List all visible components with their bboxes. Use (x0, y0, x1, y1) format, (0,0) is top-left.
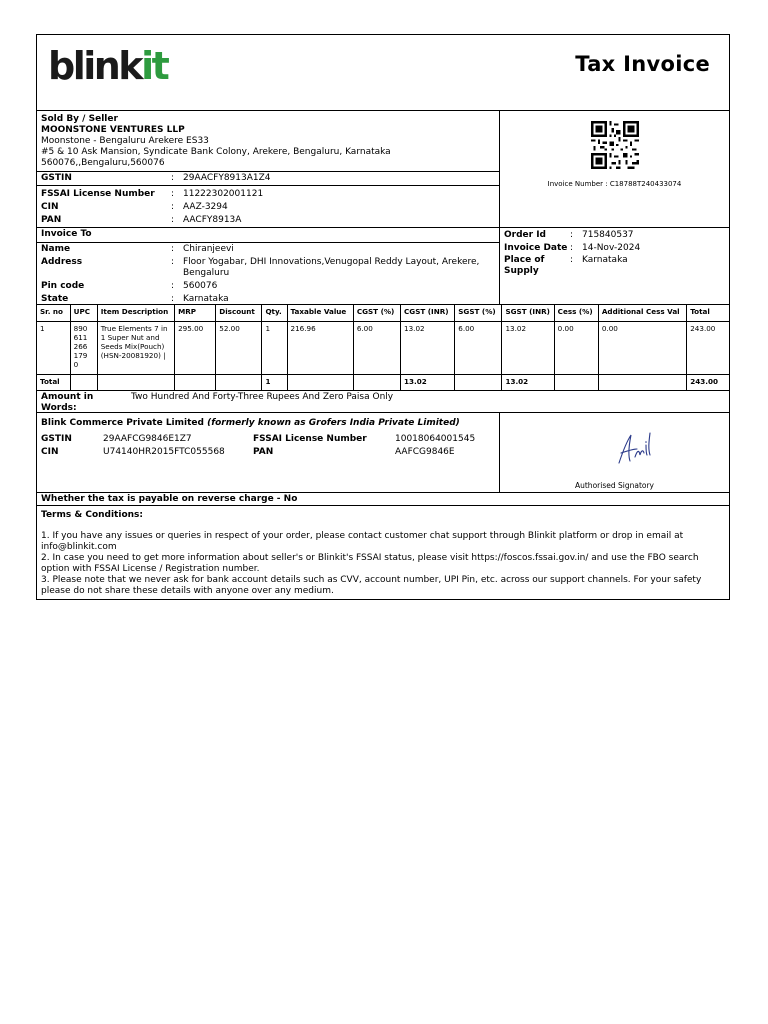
table-cell (70, 375, 97, 391)
column-header: SGST (INR) (502, 305, 554, 322)
table-cell (287, 375, 353, 391)
table-cell: 6.00 (353, 322, 400, 375)
buyer-name-row: Name : Chiranjeevi (41, 244, 234, 254)
table-cell (455, 375, 502, 391)
table-cell (175, 375, 216, 391)
table-cell: 1 (262, 322, 287, 375)
buyer-pincode-row: Pin code : 560076 (41, 281, 218, 291)
seller-cin-row: CIN : AAZ-3294 (41, 202, 228, 212)
company-details: GSTIN 29AAFCG9846E1Z7 FSSAI License Number 10018064001545 CIN U74140HR2015FTC055568 PAN AAFCG9846E (41, 434, 476, 457)
column-header: Item Description (97, 305, 174, 322)
signature-image (615, 427, 655, 469)
column-header: Taxable Value (287, 305, 353, 322)
terms-item: 1. If you have any issues or queries in respect of your order, please contact customer chat support through Blinkit platform or drop in email at info@blinkit.com (41, 531, 684, 552)
blinkit-logo: blinkit (48, 44, 168, 88)
reverse-charge: Whether the tax is payable on reverse charge - No (37, 493, 729, 506)
column-header: Discount (216, 305, 262, 322)
seller-name: MOONSTONE VENTURES LLP (41, 125, 185, 135)
invoice-header (37, 35, 729, 111)
table-cell: 13.02 (502, 375, 554, 391)
seller-heading: Sold By / Seller (41, 114, 118, 124)
table-row (37, 322, 729, 375)
column-header: CGST (%) (353, 305, 400, 322)
column-header: CGST (INR) (401, 305, 455, 322)
column-header: Additional Cess Val (598, 305, 686, 322)
seller-address-line1: #5 & 10 Ask Mansion, Syndicate Bank Colony, Arekere, Bengaluru, Karnataka (41, 147, 391, 157)
column-header: Qty. (262, 305, 287, 322)
page-title: Tax Invoice (575, 52, 710, 76)
amount-in-words-label: Amount in Words: (41, 392, 94, 413)
table-cell: 890 611 266 179 0 (70, 322, 97, 375)
table-cell: 13.02 (401, 375, 455, 391)
table-cell: 243.00 (687, 322, 729, 375)
table-cell (353, 375, 400, 391)
company-name: Blink Commerce Private Limited (formerly known as Grofers India Private Limited) (41, 418, 460, 428)
table-cell: 52.00 (216, 322, 262, 375)
table-cell (97, 375, 174, 391)
column-header: MRP (175, 305, 216, 322)
seller-address-line2: 560076,,Bengaluru,560076 (41, 158, 165, 168)
table-cell (598, 375, 686, 391)
amount-in-words-value: Two Hundred And Forty-Three Rupees And Zero Paisa Only (131, 392, 394, 402)
terms-item: 2. In case you need to get more information about seller's or Blinkit's FSSAI status, please visit https://foscos.fssai.gov.in/ and use the FBO search option with FSSAI License / Registration number. (41, 553, 699, 574)
terms-section (37, 506, 729, 599)
buyer-state-row: State : Karnataka (41, 294, 229, 304)
table-cell (216, 375, 262, 391)
table-cell: 13.02 (502, 322, 554, 375)
terms-heading: Terms & Conditions: (41, 510, 143, 520)
table-cell: 1 (262, 375, 287, 391)
table-cell: 0.00 (554, 322, 598, 375)
table-cell: True Elements 7 in 1 Super Nut and Seeds Mix(Pouch) (HSN-20081920) | (97, 322, 174, 375)
table-cell: 1 (37, 322, 70, 375)
tax-invoice (36, 34, 730, 600)
place-of-supply-row: Place of Supply : Karnataka (504, 255, 628, 276)
table-cell: 13.02 (401, 322, 455, 375)
table-cell: 6.00 (455, 322, 502, 375)
invoice-to-section (37, 228, 729, 305)
qr-code-icon (591, 121, 639, 169)
seller-store: Moonstone - Bengaluru Arekere ES33 (41, 136, 209, 146)
amount-in-words (37, 391, 729, 413)
table-cell: 295.00 (175, 322, 216, 375)
items-section (37, 305, 729, 391)
items-header-row (37, 305, 729, 322)
table-cell (554, 375, 598, 391)
invoice-number: Invoice Number : C18788T240433074 (547, 180, 682, 188)
authorised-signatory: Authorised Signatory (574, 481, 654, 490)
table-cell: 243.00 (690, 377, 718, 386)
invoice-date-row: Invoice Date : 14-Nov-2024 (504, 243, 641, 253)
column-header: SGST (%) (455, 305, 502, 322)
column-header: UPC (70, 305, 97, 322)
order-id-row: Order Id : 715840537 (504, 230, 634, 240)
table-cell: 0.00 (598, 322, 686, 375)
seller-section (37, 111, 729, 228)
column-header: Total (687, 305, 729, 322)
table-cell: Total (37, 375, 70, 391)
column-header: Cess (%) (554, 305, 598, 322)
seller-fssai-row: FSSAI License Number : 11222302001121 (41, 189, 264, 199)
seller-pan-row: PAN : AACFY8913A (41, 215, 242, 225)
terms-item: 3. Please note that we never ask for bank account details such as CVV, account number, UPI Pin, etc. across our support channels. For your safety please do not share these details with anyone over any medium. (41, 575, 702, 596)
company-section (37, 413, 729, 493)
column-header: Sr. no (37, 305, 70, 322)
total-row (37, 375, 729, 391)
items-table (37, 305, 729, 390)
table-cell: 216.96 (287, 322, 353, 375)
invoice-to-heading: Invoice To (37, 228, 499, 243)
buyer-address-row: Address : Floor Yogabar, DHI Innovations,Venugopal Reddy Layout, Arekere, Bengaluru (41, 257, 480, 278)
seller-gstin-row: GSTIN : 29AACFY8913A1Z4 (37, 171, 499, 186)
